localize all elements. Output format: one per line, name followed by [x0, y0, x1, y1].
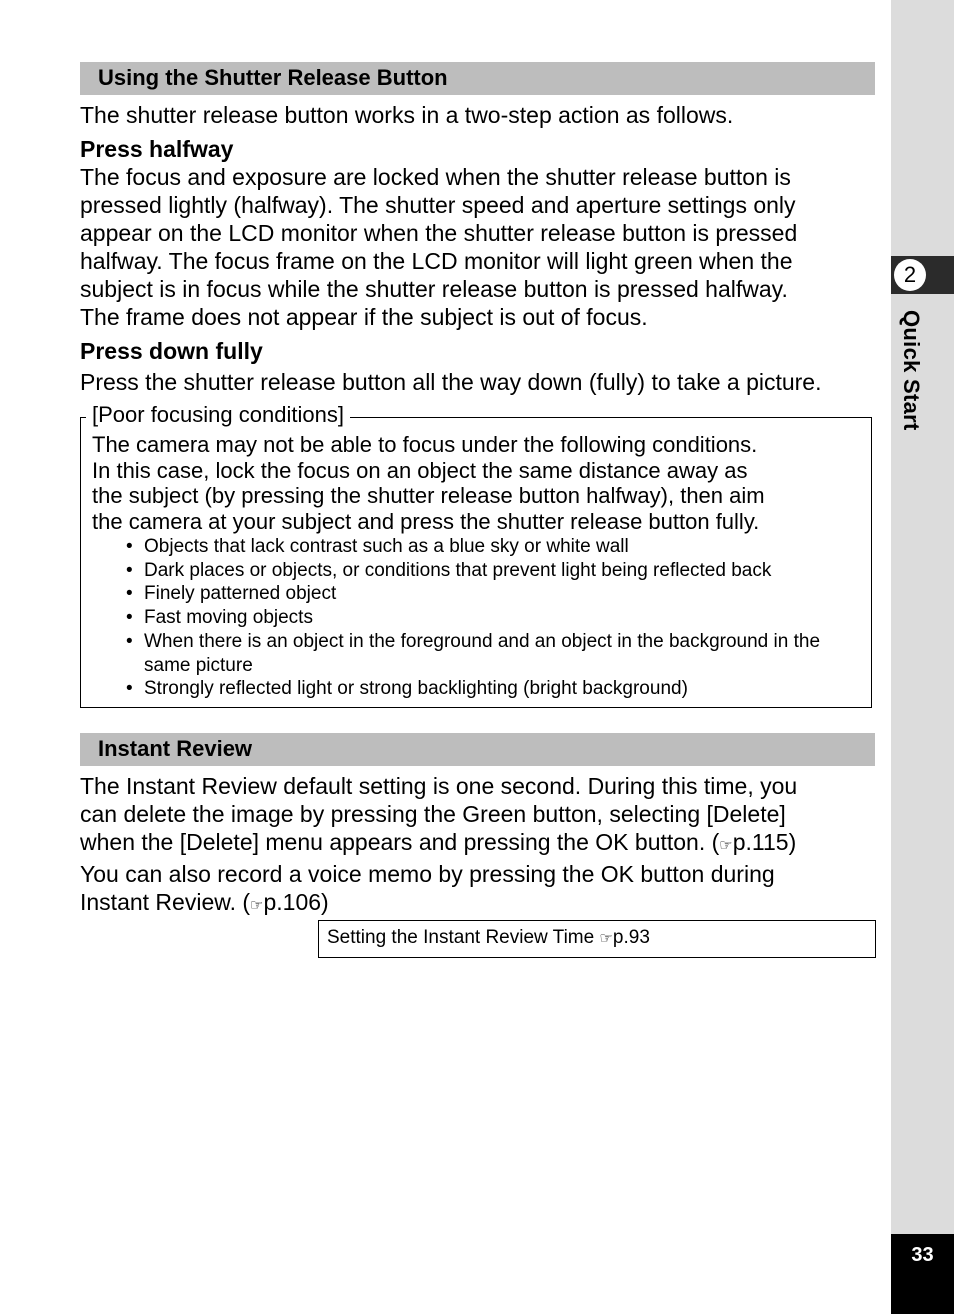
list-item: • Dark places or objects, or conditions that prevent light being reflected back [126, 559, 871, 583]
text-line [80, 828, 797, 860]
section-heading-instant-review: Instant Review [80, 733, 875, 766]
chapter-title: Quick Start [899, 310, 924, 431]
text-line: The Instant Review default setting is one second. During this time, you [80, 773, 798, 799]
text-line: The frame does not appear if the subject is out of focus. [80, 304, 648, 330]
text-line: can delete the image by pressing the Green button, selecting [Delete] [80, 801, 786, 827]
page-reference-icon: ☞ [599, 930, 613, 947]
shutter-intro: The shutter release button works in a two-step action as follows. [80, 102, 734, 128]
text-line: In this case, lock the focus on an object the same distance away as [92, 457, 748, 483]
text-line: the subject (by pressing the shutter release button halfway), then aim [92, 483, 765, 508]
page-reference-icon: ☞ [250, 897, 264, 914]
focus-note-title: [Poor focusing conditions] [86, 401, 350, 429]
page-reference-link[interactable]: p.115) [732, 829, 797, 855]
page-reference-link[interactable]: p.106) [263, 889, 329, 915]
list-item: • Fast moving objects [126, 606, 871, 630]
list-item: • When there is an object in the foreground and an object in the background in the same picture [126, 630, 871, 677]
focus-note-body [92, 432, 868, 534]
text-line: appear on the LCD monitor when the shutter release button is pressed [80, 220, 798, 246]
list-item: • Finely patterned object [126, 582, 871, 606]
chapter-number: 2 [894, 259, 926, 291]
text-line: The focus and exposure are locked when the shutter release button is [80, 164, 791, 190]
page-reference-link[interactable]: p.93 [612, 927, 650, 948]
page-reference-icon: ☞ [719, 837, 733, 854]
press-halfway-heading: Press halfway [80, 136, 234, 162]
chapter-sidebar [891, 0, 954, 1314]
text-line: subject is in focus while the shutter release button is pressed halfway. [80, 276, 788, 302]
text-line [80, 888, 797, 920]
page-number: 33 [891, 1234, 954, 1314]
focus-conditions-list [126, 535, 871, 701]
reference-label: Setting the Instant Review Time [327, 927, 600, 948]
text-segment: when the [Delete] menu appears and pressing the OK button. ( [80, 829, 720, 855]
instant-review-text [80, 772, 797, 920]
press-fully-heading: Press down fully [80, 338, 263, 364]
press-halfway-text [80, 163, 797, 331]
section-heading-shutter: Using the Shutter Release Button [80, 62, 875, 95]
list-item: • Objects that lack contrast such as a blue sky or white wall [126, 535, 871, 559]
press-fully-text: Press the shutter release button all the way down (fully) to take a picture. [80, 369, 822, 395]
text-line: The camera may not be able to focus under the following conditions. [92, 432, 758, 457]
text-line: the camera at your subject and press the shutter release button fully. [92, 508, 760, 534]
text-line: You can also record a voice memo by pressing the OK button during [80, 861, 775, 887]
list-item: • Strongly reflected light or strong backlighting (bright background) [126, 677, 871, 701]
text-line: pressed lightly (halfway). The shutter speed and aperture settings only [80, 192, 796, 218]
related-reference-box [318, 920, 876, 958]
text-segment: Instant Review. ( [80, 889, 251, 915]
text-line: halfway. The focus frame on the LCD monitor will light green when the [80, 248, 793, 274]
